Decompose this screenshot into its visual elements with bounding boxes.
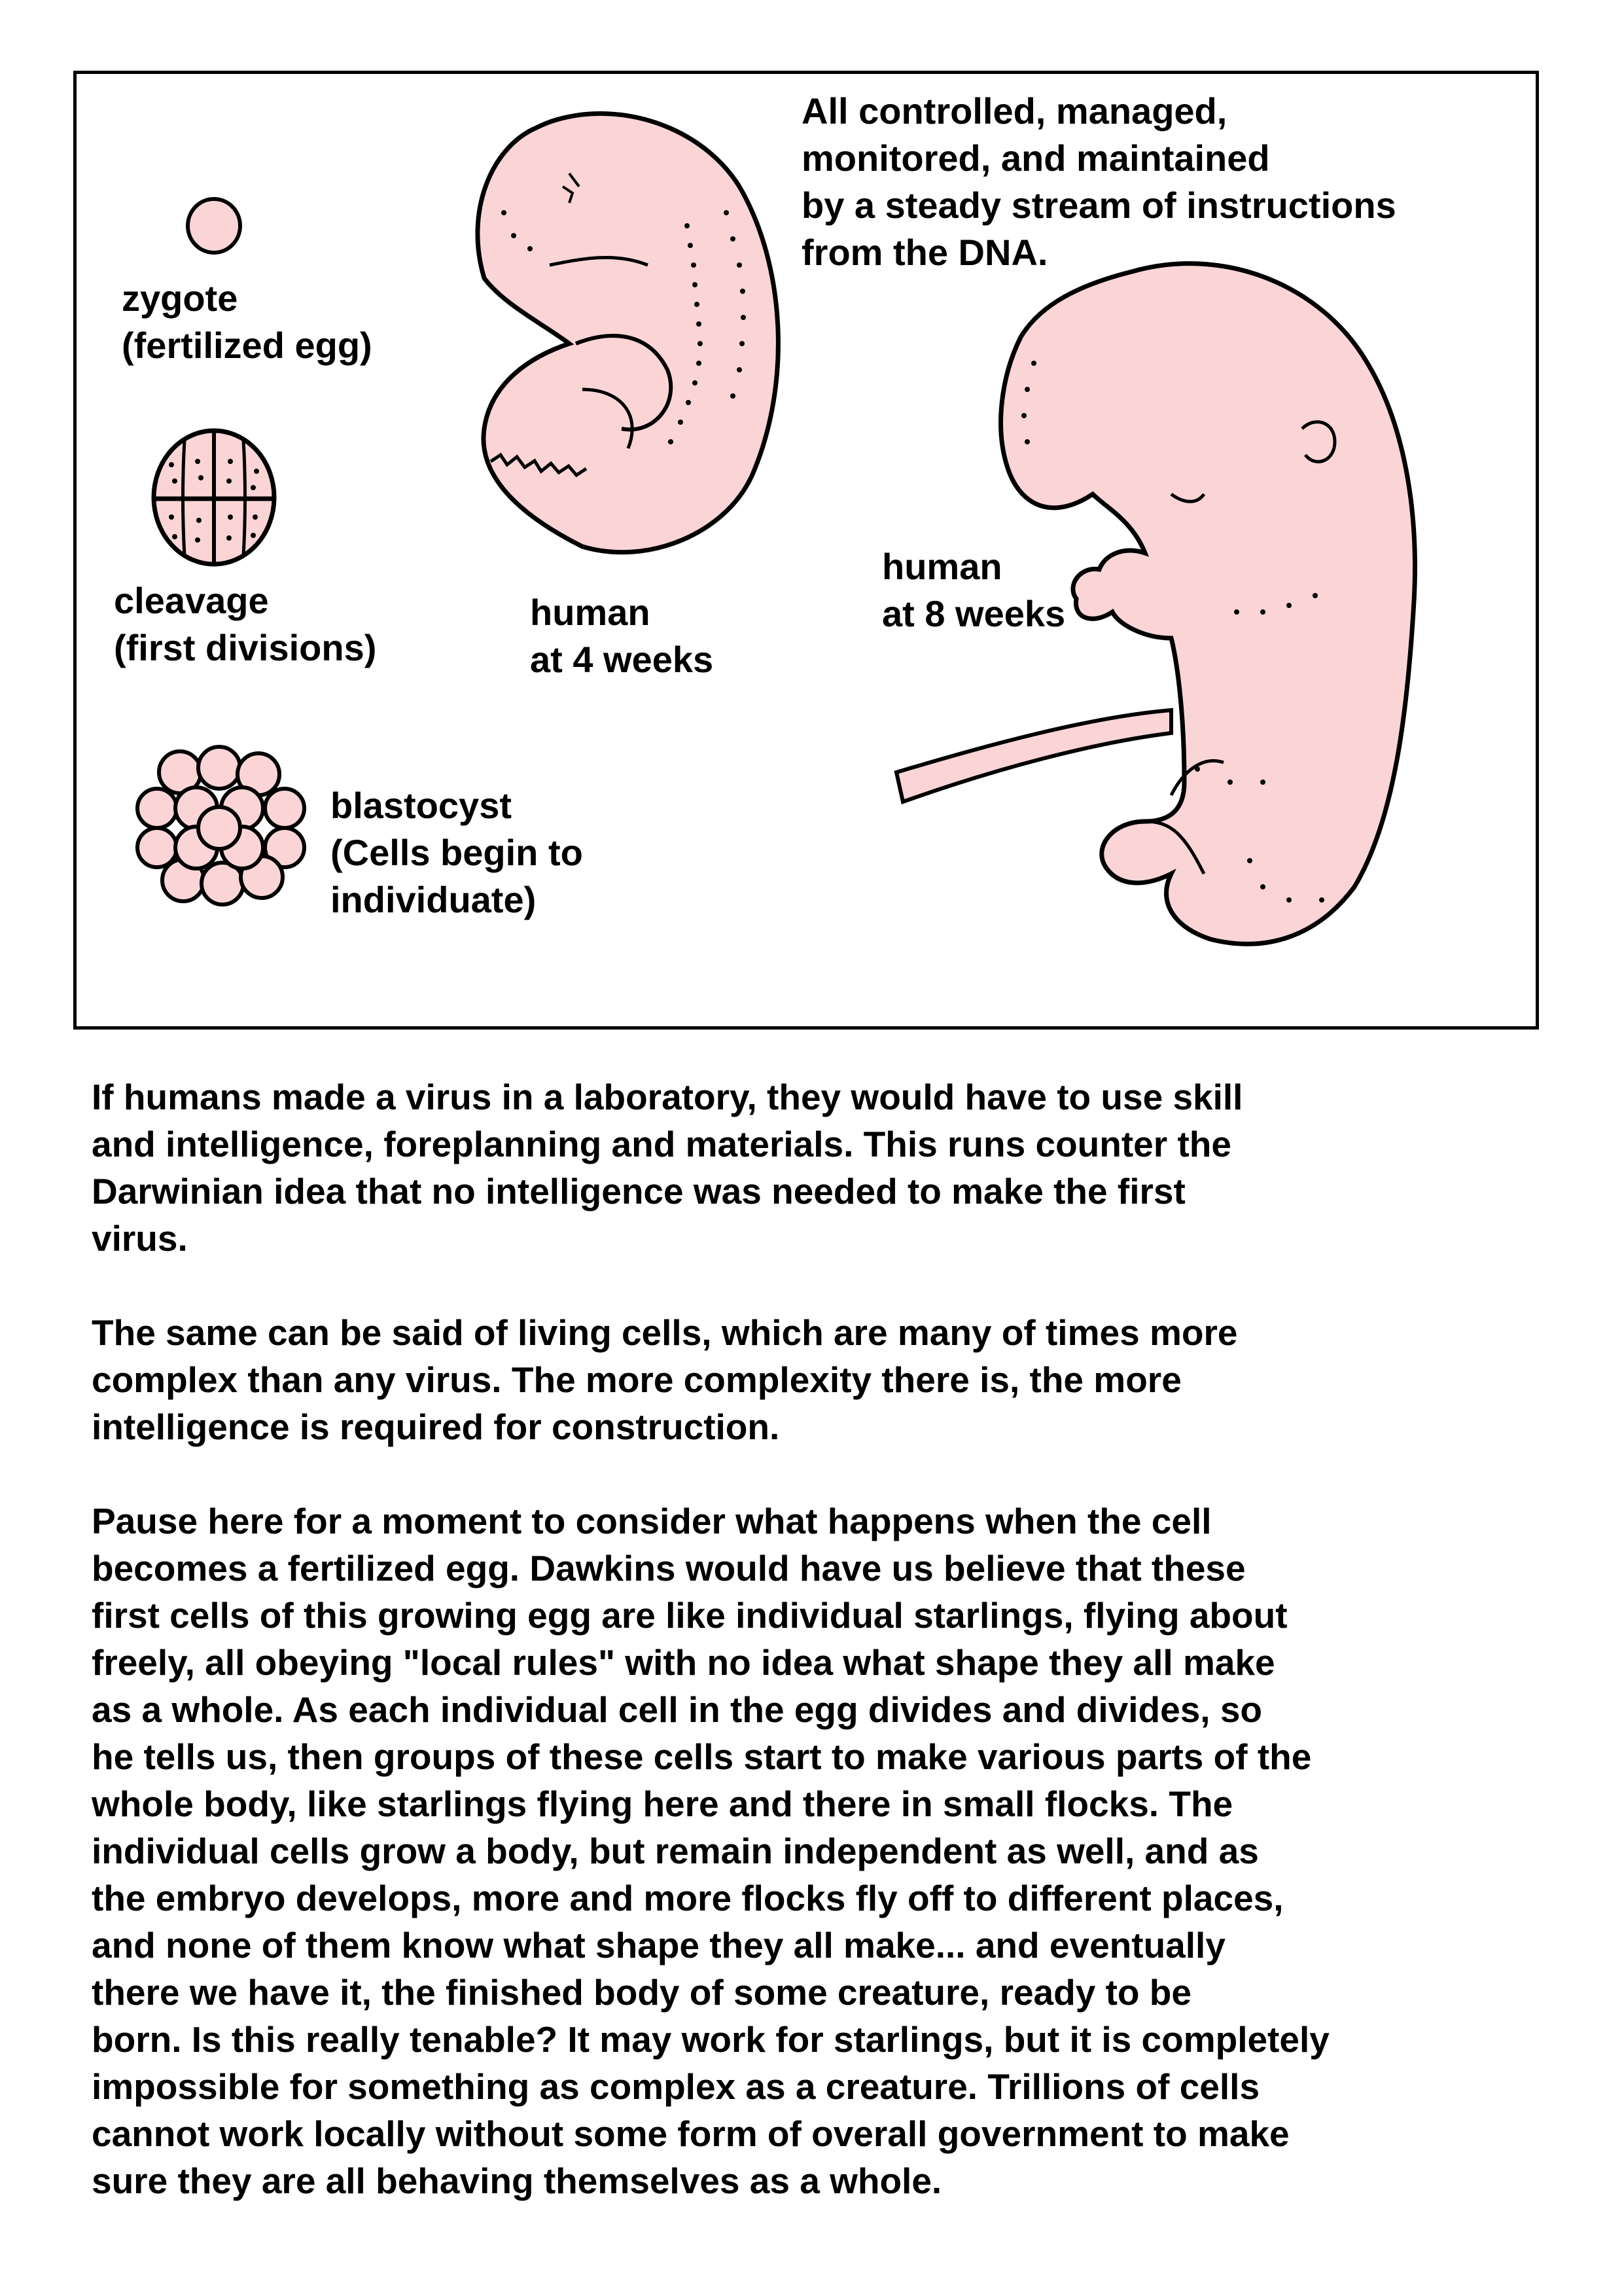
body-text	[92, 1073, 1564, 2251]
week4-label: human at 4 weeks	[530, 592, 714, 680]
blastocyst-label: blastocyst (Cells begin to individuate)	[330, 785, 583, 920]
week8-label: human at 8 weeks	[882, 546, 1066, 634]
blastocyst-illustration	[134, 743, 308, 906]
zygote-illustration	[183, 195, 245, 257]
paragraph-living-cells: The same can be said of living cells, which are many of times more complex than any virus. The more complexity there is, the more intelligence is required for construction.	[92, 1312, 1238, 1447]
cleavage-label: cleavage (first divisions)	[114, 580, 377, 668]
dna-caption: All controlled, managed, monitored, and maintained by a steady stream of instructions from the DNA.	[802, 90, 1396, 273]
paragraph-fertilized-egg: Pause here for a moment to consider what happens when the cell becomes a fertilized egg. Dawkins would have us believe that these first cells of this growing egg are like individual starlings, flying about freely, all obeying "local rules" with no idea what shape they all make as a whole. As each individual cell in the egg divides and divides, so he tells us, then groups of these cells start to make various parts of the whole body, like starlings flying here and there in small flocks. The individual cells grow a body, but remain independent as well, and as the embryo develops, more and more flocks fly off to different places, and none of them know what shape they all make... and eventually there we have it, the finished body of some creature, ready to be born. Is this really tenable? It may work for starlings, but it is completely impossible for something as complex as a creature. Trillions of cells cannot work locally without some form of overall government to make sure they are all behaving themselves as a whole.	[92, 1501, 1330, 2201]
cleavage-illustration	[145, 425, 283, 569]
embryo-4-weeks-illustration	[451, 108, 792, 579]
paragraph-virus: If humans made a virus in a laboratory, they would have to use skill and intelligence, foreplanning and materials. This runs counter the Darwinian idea that no intelligence was needed to make the first virus.	[92, 1077, 1243, 1259]
zygote-label: zygote (fertilized egg)	[122, 278, 372, 366]
